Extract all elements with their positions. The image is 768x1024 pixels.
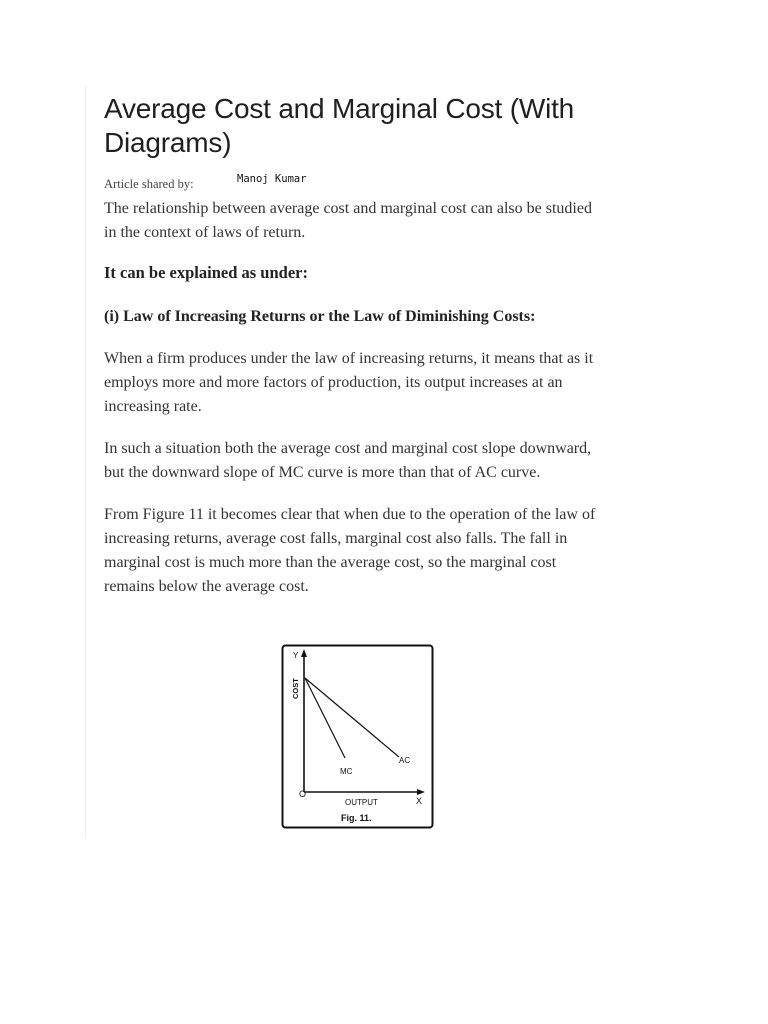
cost-diagram	[281, 644, 434, 829]
origin-label: O	[299, 789, 307, 799]
byline	[104, 173, 604, 195]
article-title: Average Cost and Marginal Cost (With Diagrams)	[104, 93, 575, 158]
article	[104, 92, 604, 599]
mc-label: MC	[340, 767, 353, 776]
paragraph-slopes: In such a situation both the average cost and marginal cost slope downward, but the downward slope of MC curve is more than that of AC curve.	[104, 440, 592, 481]
figure-caption: Fig. 11.	[341, 813, 372, 823]
section-heading: (i) Law of Increasing Returns or the Law of Diminishing Costs:	[104, 308, 536, 325]
y-axis-letter: Y	[293, 651, 299, 660]
author-name: Manoj Kumar	[237, 173, 307, 185]
paragraph-increasing-returns: When a firm produces under the law of increasing returns, it means that as it employs more and more factors of production, its output increases at an increasing rate.	[104, 350, 594, 415]
x-axis-label: OUTPUT	[345, 798, 378, 807]
paragraph-figure-reference: From Figure 11 it becomes clear that when due to the operation of the law of increasing returns, average cost falls, marginal cost also falls. The fall in marginal cost is much more than the average cost, so the marginal cost remains below the average cost.	[104, 506, 596, 595]
subheading: It can be explained as under:	[104, 263, 308, 282]
left-margin-rule	[85, 86, 86, 838]
ac-label: AC	[399, 756, 411, 765]
cost-diagram-figure	[281, 644, 434, 829]
byline-label: Article shared by:	[104, 177, 194, 191]
y-axis-label: COST	[291, 678, 300, 699]
intro-paragraph: The relationship between average cost and marginal cost can also be studied in the context of laws of return.	[104, 200, 592, 241]
x-axis-letter: X	[416, 796, 423, 806]
